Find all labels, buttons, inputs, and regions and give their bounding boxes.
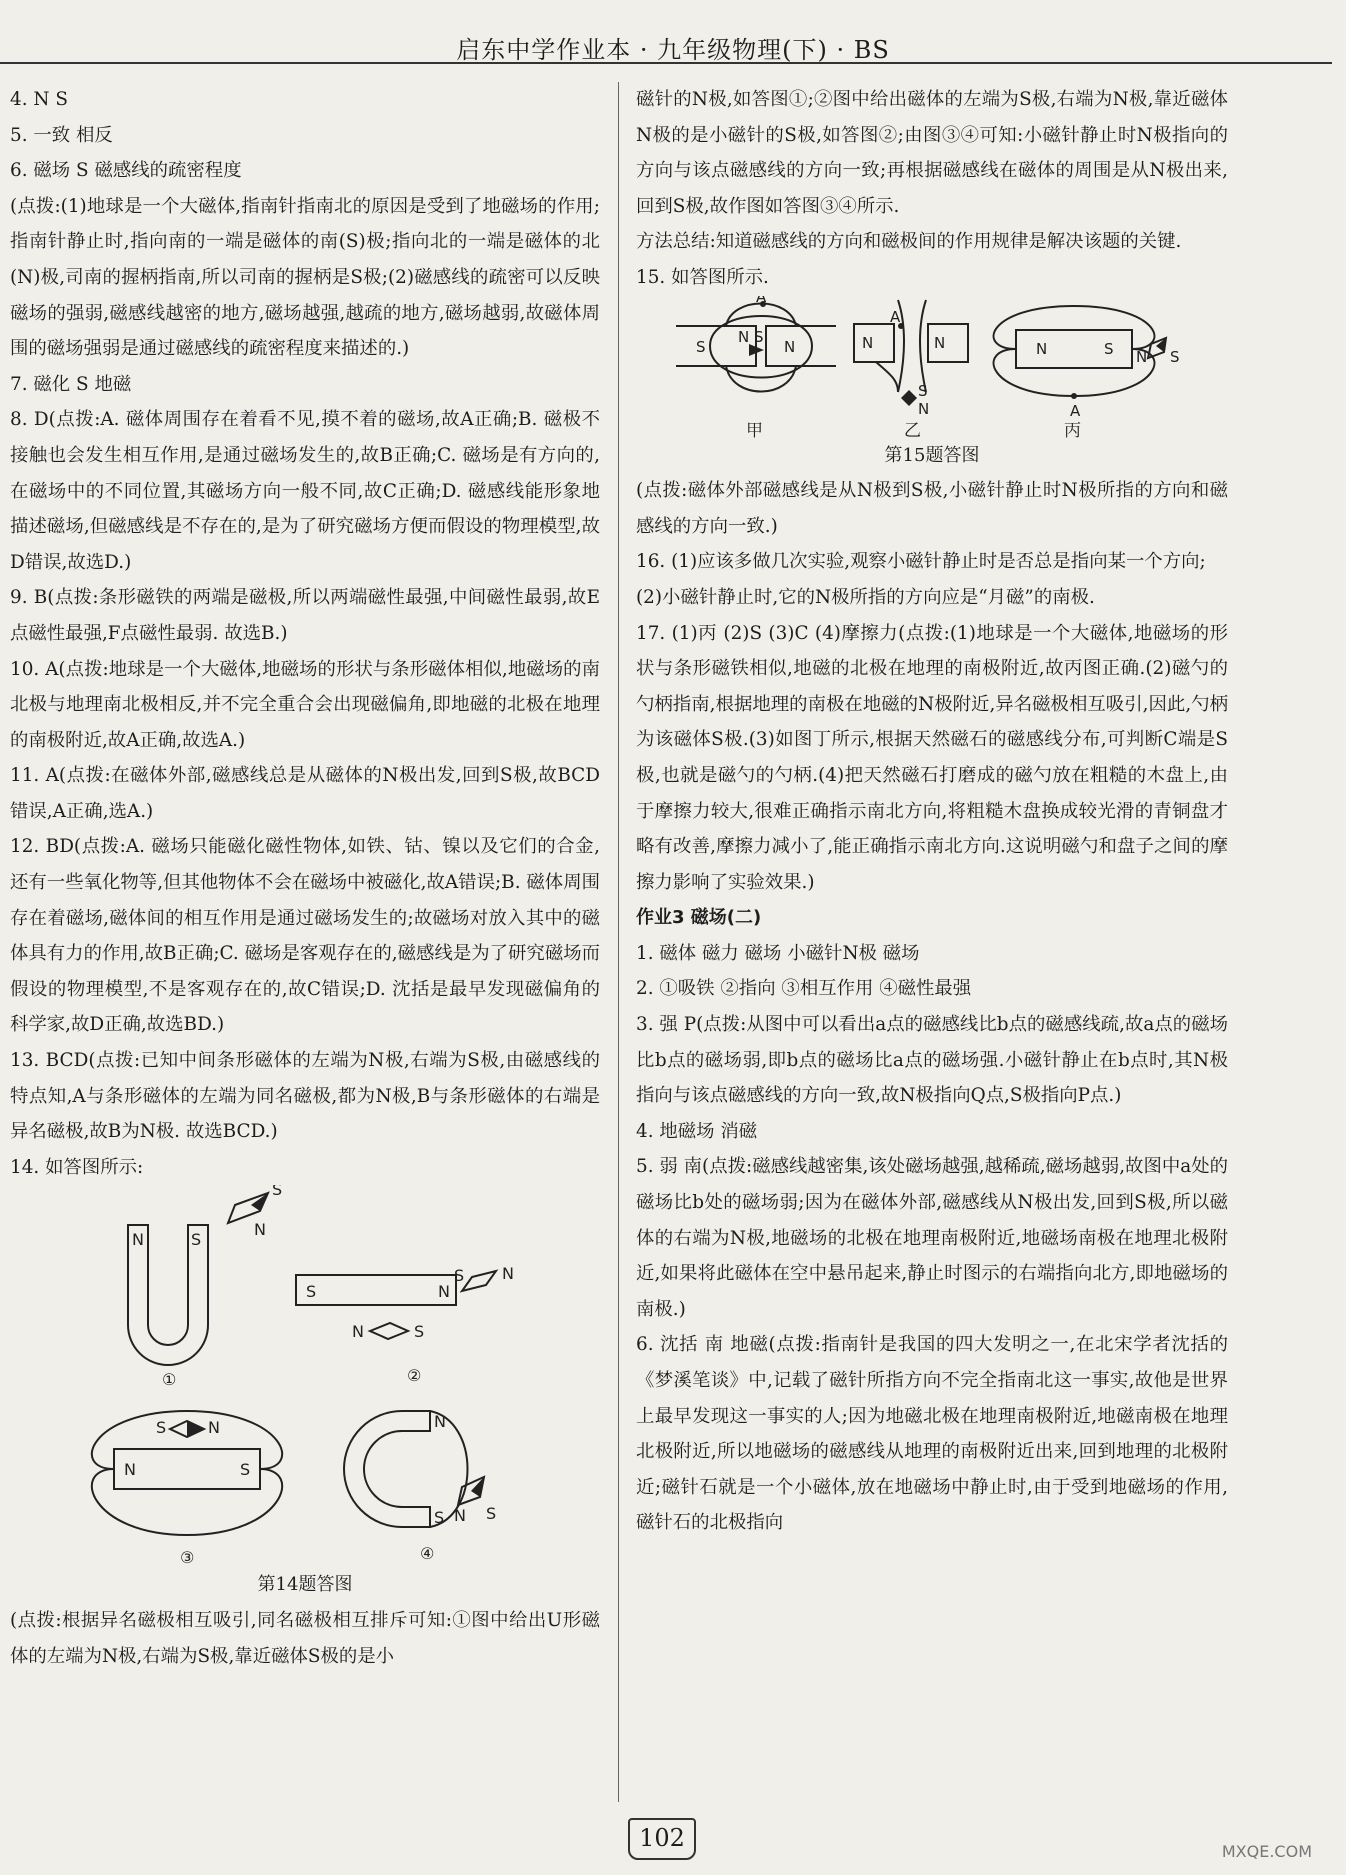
figure-15-diagram (636, 296, 1228, 438)
answer-9: 9. B(点拨:条形磁铁的两端是磁极,所以两端磁性最强,中间磁性最弱,故E点磁性最强,F点磁性最弱. 故选B.) (10, 587, 600, 644)
answer-10: 10. A(点拨:地球是一个大磁体,地磁场的形状与条形磁体相似,地磁场的南北极与地理南北极相反,并不完全重合会出现磁偏角,即地磁的北极在地理的南极附近,故A正确,故选A.) (10, 658, 600, 751)
column-divider (618, 82, 619, 1802)
s2-answer-6: 6. 沈括 南 地磁(点拨:指南针是我国的四大发明之一,在北宋学者沈括的《梦溪笔谈》中,记载了磁针所指方向不完全指南北这一事实,故他是世界上最早发现这一事实的人;因为地磁北极在地理南极附近,地磁南极在地理北极附近,所以地磁场的磁感线从地理的南极附近出来,回到地理的北极附近;磁针石就是一个小磁体,放在地磁场中静止时,由于受到地磁场的作用,磁针石的北极指向 (636, 1334, 1228, 1534)
s2-answer-2: 2. ①吸铁 ②指向 ③相互作用 ④磁性最强 (636, 978, 972, 1000)
page-header (0, 0, 1346, 68)
note-14: (点拨:根据异名磁极相互吸引,同名磁极相互排斥可知:①图中给出U形磁体的左端为N极,右端为S极,靠近磁体S极的是小 (10, 1610, 600, 1667)
note-14-cont: 磁针的N极,如答图①;②图中给出磁体的左端为S极,右端为N极,靠近磁体N极的是小磁针的S极,如答图②;由图③④可知:小磁针静止时N极指向的方向与该点磁感线的方向一致;再根据磁感线在磁体的周围是从N极出来,回到S极,故作图如答图③④所示. (636, 89, 1228, 217)
fig14-horse-s: S (434, 1508, 445, 1528)
figure-14-caption: 第14题答图 (257, 1574, 353, 1596)
page-number: 102 (628, 1818, 696, 1860)
fig14-needle2-s: S (454, 1266, 465, 1286)
fig14-bar-s: S (306, 1282, 317, 1302)
answer-16-1: 16. (1)应该多做几次实验,观察小磁针静止时是否总是指向某一个方向; (636, 551, 1206, 573)
fig14-needle5-n: N (454, 1506, 466, 1526)
fig14-needle3-n: N (352, 1322, 364, 1342)
fig15-bing-s2: S (1170, 347, 1180, 366)
fig14-cap-1: ① (162, 1370, 177, 1390)
s2-answer-5: 5. 弱 南(点拨:磁感线越密集,该处磁场越强,越稀疏,磁场越弱,故图中a处的磁场比b处的磁场弱;因为在磁体外部,磁感线从N极出发,回到S极,所以磁体的右端为N极,地磁场的北极在地理南极附近,地磁场南极在地理北极附近,如果将此磁体在空中悬吊起来,静止时图示的右端指向北方,即地磁场的南极.) (636, 1156, 1228, 1320)
fig14-cap-4: ④ (420, 1544, 435, 1564)
fig14-needle1-n: N (254, 1220, 266, 1240)
fig14-needle3-s: S (414, 1322, 425, 1342)
answer-16-2: (2)小磁针静止时,它的N极所指的方向应是“月磁”的南极. (636, 586, 1095, 608)
fig15-jia-n: N (738, 327, 750, 346)
answer-6: 6. 磁场 S 磁感线的疏密程度 (10, 160, 242, 182)
fig15-label-jia: 甲 (746, 420, 763, 438)
fig15-bing-s: S (1104, 339, 1114, 358)
watermark (1170, 1817, 1320, 1867)
answer-12: 12. BD(点拨:A. 磁场只能磁化磁性物体,如铁、钴、镍以及它们的合金,还有一些氧化物等,但其他物体不会在磁场中被磁化,故A错误;B. 磁体周围存在着磁场,磁体间的相互作用是通过磁场发生的;故磁场对放入其中的磁体具有力的作用,故B正确;C. 磁场是客观存在的,磁感线是为了研究磁场而假设的物理模型,不是客观存在的,故C错误;D. 沈括是最早发现磁偏角的科学家,故D正确,故选BD.) (10, 836, 600, 1036)
fig15-yi-n: N (862, 333, 874, 352)
answer-6-note: (点拨:(1)地球是一个大磁体,指南针指南北的原因是受到了地磁场的作用;指南针静止时,指向南的一端是磁体的南(S)极;指向北的一端是磁体的北(N)极,司南的握柄指南,所以司南的握柄是S极;(2)磁感线的疏密可以反映磁场的强弱,磁感线越密的地方,磁场越强,越疏的地方,磁场越弱,故磁体周围的磁场强弱是通过磁感线的疏密程度来描述的.) (10, 195, 600, 360)
answer-15: 15. 如答图所示. (636, 266, 769, 288)
answer-17: 17. (1)丙 (2)S (3)C (4)摩擦力(点拨:(1)地球是一个大磁体,地磁场的形状与条形磁铁相似,地磁的北极在地理的南极附近,故丙图正确.(2)磁勺的勺柄指南,根据地理的南极在地磁的N极附近,异名磁极相互吸引,因此,勺柄为该磁体S极.(3)如图丁所示,根据天然磁石的磁感线分布,可判断C端是S极,也就是磁勺的勺柄.(4)把天然磁石打磨成的磁勺放在粗糙的木盘上,由于摩擦力较大,很难正确指示南北方向,将粗糙木盘换成较光滑的青铜盘才略有改善,摩擦力减小了,能正确指示南北方向.这说明磁勺和盘子之间的摩擦力影响了实验效果.) (636, 622, 1228, 893)
fig14-needle5-s: S (486, 1504, 497, 1524)
watermark-text: MXQE.COM (1221, 1842, 1312, 1861)
fig14-bar3-s: S (240, 1460, 251, 1480)
fig15-label-yi: 乙 (904, 420, 921, 438)
note-15: (点拨:磁体外部磁感线是从N极到S极,小磁针静止时N极所指的方向和磁感线的方向一致.) (636, 480, 1228, 537)
figure-14 (10, 1185, 600, 1567)
figure-15-caption: 第15题答图 (884, 444, 980, 466)
header-title: 启东中学作业本 · 九年级物理(下) · BS (456, 36, 890, 64)
method-summary: 方法总结:知道磁感线的方向和磁极间的作用规律是解决该题的关键. (636, 231, 1182, 253)
fig15-jia-s: S (696, 337, 706, 356)
fig15-bing-n: N (1036, 339, 1048, 358)
figure-15 (636, 296, 1228, 438)
answer-7: 7. 磁化 S 地磁 (10, 373, 132, 395)
answer-13: 13. BCD(点拨:已知中间条形磁体的左端为N极,右端为S极,由磁感线的特点知,A与条形磁体的左端为同名磁极,都为N极,B与条形磁体的右端是异名磁极,故B为N极. 故选BCD.) (10, 1050, 600, 1143)
answer-14: 14. 如答图所示: (10, 1156, 144, 1178)
fig15-yi-n3: N (918, 399, 930, 418)
fig14-bar3-n: N (124, 1460, 136, 1480)
fig15-yi-n2: N (934, 333, 946, 352)
answer-5: 5. 一致 相反 (10, 124, 113, 146)
fig14-u-n: N (132, 1230, 144, 1250)
fig14-cap-3: ③ (180, 1548, 195, 1568)
fig15-jia-s2: S (754, 327, 764, 346)
fig15-yi-s: S (918, 381, 928, 400)
s2-answer-4: 4. 地磁场 消磁 (636, 1120, 758, 1142)
right-column (636, 82, 1228, 1541)
fig14-needle1-s: S (272, 1185, 283, 1200)
figure-14-diagram (10, 1185, 600, 1567)
answer-8: 8. D(点拨:A. 磁体周围存在着看不见,摸不着的磁场,故A正确;B. 磁极不接触也会发生相互作用,是通过磁场发生的,故B正确;C. 磁场是有方向的,在磁场中的不同位置,其磁场方向一般不同,故C正确;D. 磁感线能形象地描述磁场,但磁感线是不存在的,是为了研究磁场方便而假设的物理模型,故D错误,故选D.) (10, 409, 600, 573)
answer-4: 4. N S (10, 89, 68, 110)
s2-answer-3: 3. 强 P(点拨:从图中可以看出a点的磁感线比b点的磁感线疏,故a点的磁场比b点的磁场弱,即b点的磁场比a点的磁场强.小磁针静止在b点时,其N极指向与该点磁感线的方向一致,故N极指向Q点,S极指向P点.) (636, 1014, 1228, 1107)
fig14-cap-2: ② (407, 1366, 422, 1386)
fig14-horse-n: N (434, 1412, 446, 1432)
s2-answer-1: 1. 磁体 磁力 磁场 小磁针N极 磁场 (636, 942, 920, 964)
fig14-needle4-s: S (156, 1418, 167, 1438)
fig15-bing-n2: N (1136, 347, 1148, 366)
section-title: 作业3 磁场(二) (636, 907, 762, 929)
fig15-jia-n2: N (784, 337, 796, 356)
fig14-u-s: S (191, 1230, 202, 1250)
fig15-jia-a: A (756, 295, 767, 306)
fig14-needle4-n: N (208, 1418, 220, 1438)
fig15-label-bing: 丙 (1064, 420, 1081, 438)
fig15-yi-a: A (890, 307, 901, 326)
fig14-needle2-n: N (502, 1264, 514, 1284)
fig15-bing-a: A (1070, 401, 1081, 420)
answer-11: 11. A(点拨:在磁体外部,磁感线总是从磁体的N极出发,回到S极,故BCD错误,A正确,选A.) (10, 765, 600, 822)
header-rule (0, 62, 1332, 64)
left-column (10, 82, 600, 1674)
fig14-bar-n: N (438, 1282, 450, 1302)
